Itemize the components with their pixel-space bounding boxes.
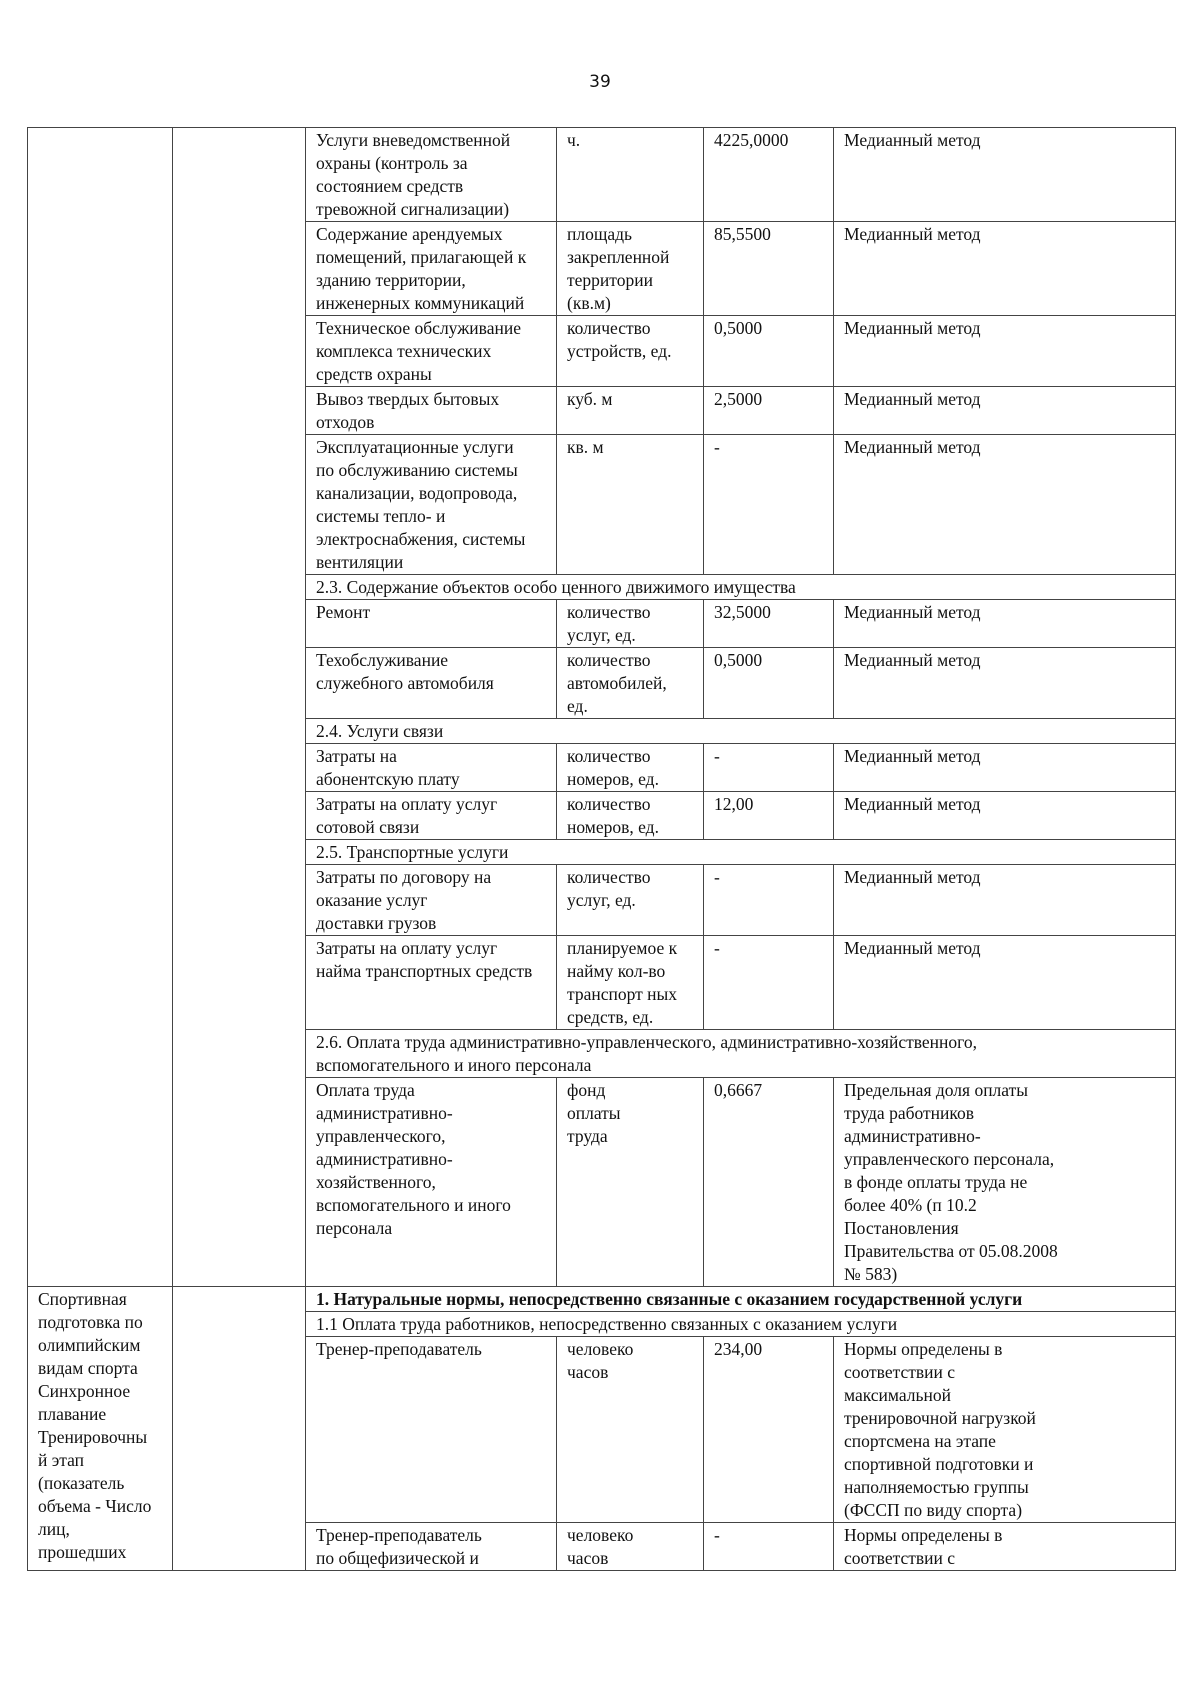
cell-unit: количество услуг, ед. <box>557 600 704 648</box>
cell-unit: количество услуг, ед. <box>557 865 704 936</box>
cell-unit: количество номеров, ед. <box>557 792 704 840</box>
cell-name: Содержание арендуемых помещений, прилагающей к зданию территории, инженерных коммуникаций <box>306 222 557 316</box>
cell-unit: ч. <box>557 128 704 222</box>
table-row <box>28 128 1176 222</box>
service-name-cell: Спортивная подготовка по олимпийским видам спорта Синхронное плавание Тренировочны й этап (показатель объема - Число лиц, прошедших <box>28 1287 173 1571</box>
cell-name: Затраты на оплату услуг сотовой связи <box>306 792 557 840</box>
cell-method: Медианный метод <box>834 936 1176 1030</box>
cell-name: Затраты на абонентскую плату <box>306 744 557 792</box>
cell-name: Ремонт <box>306 600 557 648</box>
section-row <box>28 1287 1176 1312</box>
cell-unit: количество устройств, ед. <box>557 316 704 387</box>
empty-cell <box>173 128 306 1287</box>
section-title: 2.5. Транспортные услуги <box>306 840 1176 865</box>
cell-value: 32,5000 <box>704 600 834 648</box>
cell-value: 0,6667 <box>704 1078 834 1287</box>
cell-name: Техобслуживание служебного автомобиля <box>306 648 557 719</box>
cell-method: Медианный метод <box>834 128 1176 222</box>
cell-method: Предельная доля оплаты труда работников административно- управленческого персонала, в фонде оплаты труда не более 40% (п 10.2 Постановления Правительства от 05.08.2008 № 583) <box>834 1078 1176 1287</box>
cell-value: - <box>704 744 834 792</box>
cell-value: 0,5000 <box>704 648 834 719</box>
cell-method: Медианный метод <box>834 648 1176 719</box>
cell-unit: куб. м <box>557 387 704 435</box>
empty-cell <box>173 1287 306 1571</box>
cell-unit: человеко часов <box>557 1523 704 1571</box>
cell-method: Медианный метод <box>834 744 1176 792</box>
cell-value: 85,5500 <box>704 222 834 316</box>
cell-method: Нормы определены в соответствии с максимальной тренировочной нагрузкой спортсмена на этапе спортивной подготовки и наполняемостью группы (ФССП по виду спорта) <box>834 1337 1176 1523</box>
cell-unit: планируемое к найму кол-во транспорт ных средств, ед. <box>557 936 704 1030</box>
cell-unit: фонд оплаты труда <box>557 1078 704 1287</box>
cell-name: Оплата труда административно- управленческого, административно- хозяйственного, вспомогательного и иного персонала <box>306 1078 557 1287</box>
section-title: 2.6. Оплата труда административно-управленческого, административно-хозяйственного, вспомогательного и иного персонала <box>306 1030 1176 1078</box>
cell-method: Медианный метод <box>834 600 1176 648</box>
cell-unit: количество номеров, ед. <box>557 744 704 792</box>
cell-method: Медианный метод <box>834 387 1176 435</box>
cell-name: Эксплуатационные услуги по обслуживанию системы канализации, водопровода, системы тепло- и электроснабжения, системы вентиляции <box>306 435 557 575</box>
service-name-cell <box>28 128 173 1287</box>
cell-value: 0,5000 <box>704 316 834 387</box>
cell-value: - <box>704 865 834 936</box>
cell-value: - <box>704 1523 834 1571</box>
cell-value: 2,5000 <box>704 387 834 435</box>
cell-value: - <box>704 936 834 1030</box>
cell-method: Медианный метод <box>834 435 1176 575</box>
cell-unit: человеко часов <box>557 1337 704 1523</box>
cell-unit: количество автомобилей, ед. <box>557 648 704 719</box>
cell-method: Медианный метод <box>834 792 1176 840</box>
section-title: 2.4. Услуги связи <box>306 719 1176 744</box>
section-title: 1. Натуральные нормы, непосредственно связанные с оказанием государственной услуги <box>306 1287 1176 1312</box>
cell-value: 4225,0000 <box>704 128 834 222</box>
cell-value: 12,00 <box>704 792 834 840</box>
cell-name: Затраты по договору на оказание услуг доставки грузов <box>306 865 557 936</box>
cell-unit: площадь закрепленной территории (кв.м) <box>557 222 704 316</box>
section-title: 2.3. Содержание объектов особо ценного движимого имущества <box>306 575 1176 600</box>
cell-unit: кв. м <box>557 435 704 575</box>
cell-name: Тренер-преподаватель по общефизической и <box>306 1523 557 1571</box>
cell-name: Затраты на оплату услуг найма транспортных средств <box>306 936 557 1030</box>
cell-method: Нормы определены в соответствии с <box>834 1523 1176 1571</box>
normatives-table <box>27 127 1176 1571</box>
cell-name: Вывоз твердых бытовых отходов <box>306 387 557 435</box>
cell-method: Медианный метод <box>834 865 1176 936</box>
cell-name: Тренер-преподаватель <box>306 1337 557 1523</box>
cell-name: Техническое обслуживание комплекса технических средств охраны <box>306 316 557 387</box>
cell-name: Услуги вневедомственной охраны (контроль за состоянием средств тревожной сигнализации) <box>306 128 557 222</box>
page-number: 39 <box>589 72 611 92</box>
subsection-title: 1.1 Оплата труда работников, непосредственно связанных с оказанием услуги <box>306 1312 1176 1337</box>
cell-method: Медианный метод <box>834 222 1176 316</box>
cell-value: 234,00 <box>704 1337 834 1523</box>
cell-method: Медианный метод <box>834 316 1176 387</box>
cell-value: - <box>704 435 834 575</box>
